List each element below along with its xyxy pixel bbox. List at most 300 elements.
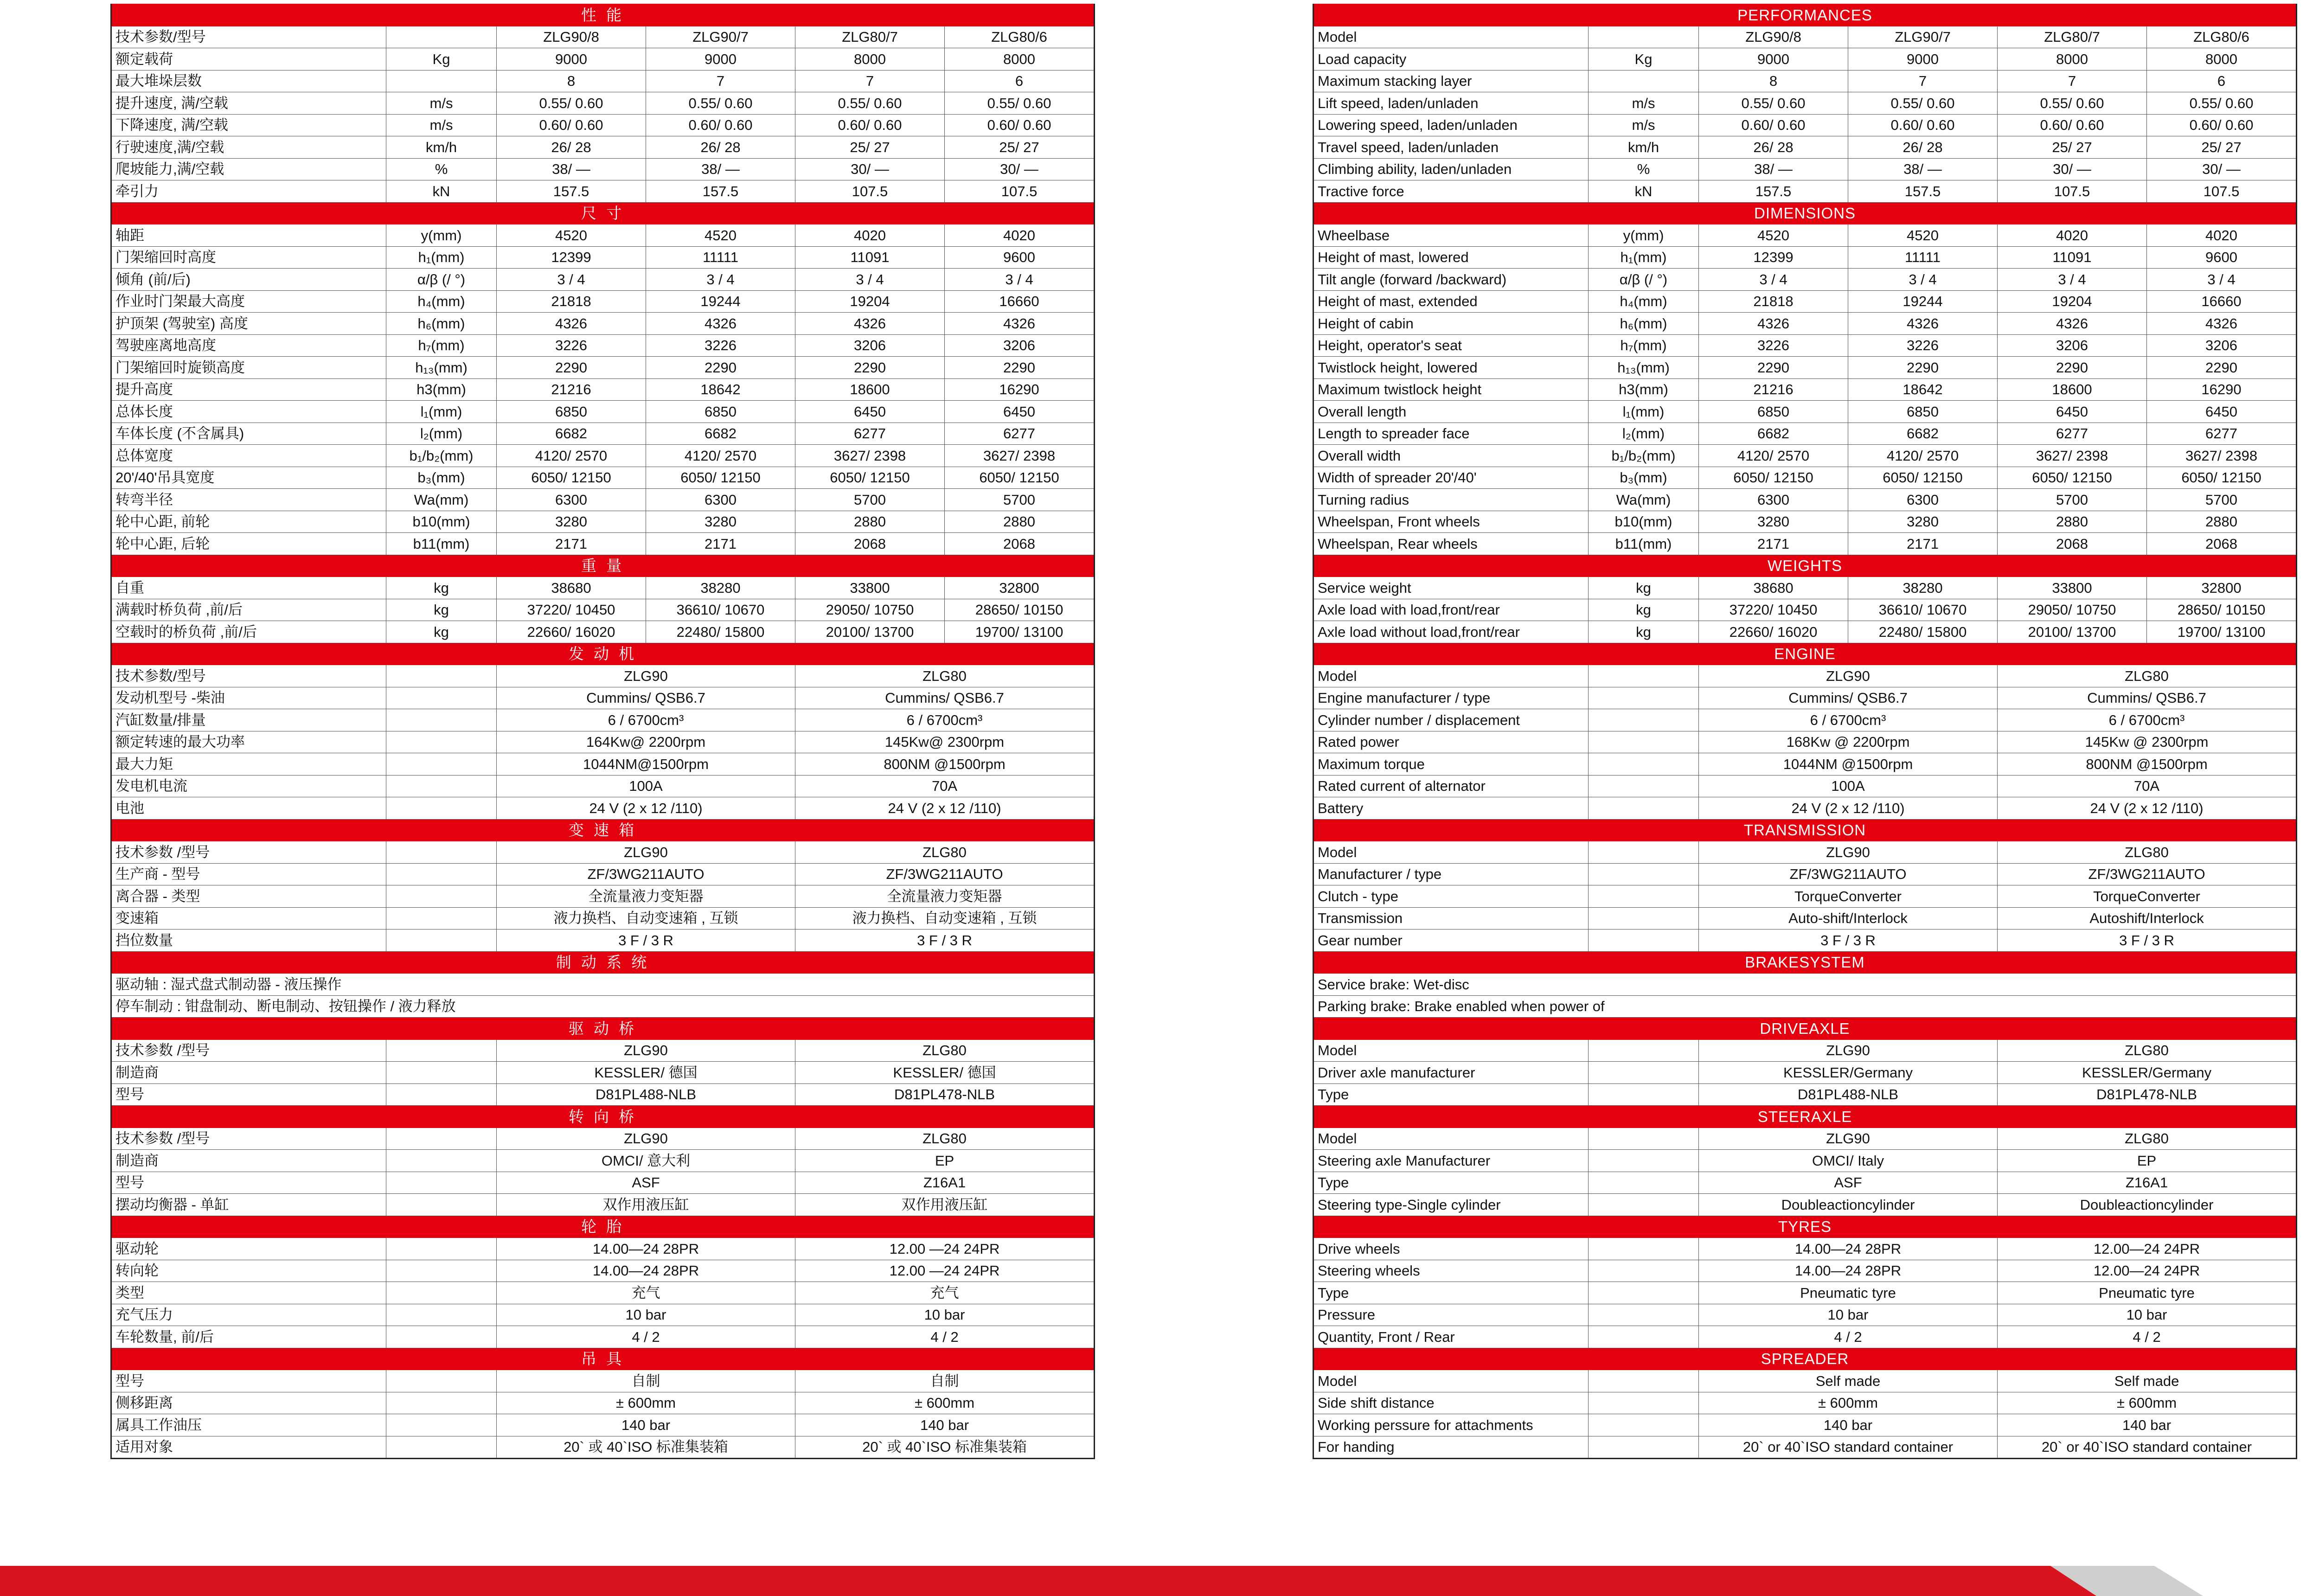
row-value: 38680 [1699,577,1848,599]
row-value: ZLG80/6 [945,26,1095,48]
spec-row [111,1392,1095,1414]
row-value: ± 600mm [1998,1392,2297,1414]
section-header [111,1348,1095,1370]
row-label: 牵引力 [111,180,386,203]
spec-row [1313,907,2297,929]
row-unit: m/s [1589,114,1699,136]
row-value: 100A [1699,775,1998,797]
section-header [111,951,1095,974]
row-value: TorqueConverter [1998,885,2297,908]
row-value: TorqueConverter [1699,885,1998,908]
spec-row [1313,1150,2297,1172]
row-value: 7 [1998,70,2147,92]
spec-row [111,114,1095,136]
spec-row [111,1326,1095,1348]
row-label: Drive wheels [1313,1238,1589,1260]
row-label: Overall width [1313,445,1589,467]
row-value: 3226 [1848,334,1998,357]
row-value: 4326 [2147,313,2297,335]
spec-row [1313,357,2297,379]
row-value: 32800 [2147,577,2297,599]
row-value: 6050/ 12150 [646,467,795,489]
row-unit: kN [1589,180,1699,203]
row-value: 充气 [497,1282,795,1304]
row-unit-empty [1589,1150,1699,1172]
row-value: 6682 [646,423,795,445]
row-value: 16290 [2147,378,2297,401]
row-label: Model [1313,1128,1589,1150]
spec-row [111,423,1095,445]
spec-row [1313,246,2297,269]
row-unit-empty [386,1238,497,1260]
spec-row [111,1370,1095,1392]
row-value: ZLG80 [1998,665,2297,687]
row-value: 4120/ 2570 [646,445,795,467]
row-value: 33800 [795,577,945,599]
row-value: 6050/ 12150 [1699,467,1848,489]
spec-row [1313,709,2297,731]
row-unit: h₇(mm) [386,334,497,357]
row-unit: b₃(mm) [386,467,497,489]
row-label: 20'/40'吊具宽度 [111,467,386,489]
section-title: DRIVEAXLE [1313,1018,2297,1040]
row-value: 3206 [795,334,945,357]
row-label: 行驶速度,满/空载 [111,136,386,159]
spec-row [1313,224,2297,247]
row-unit: km/h [386,136,497,159]
row-value: D81PL478-NLB [795,1083,1095,1106]
section-title: TRANSMISSION [1313,819,2297,841]
row-unit-empty [386,1414,497,1436]
row-value: 38/ — [1848,158,1998,180]
row-text: Parking brake: Brake enabled when power of [1313,995,2297,1018]
spec-row [111,687,1095,709]
row-label: Steering axle Manufacturer [1313,1150,1589,1172]
row-value: KESSLER/Germany [1699,1062,1998,1084]
row-unit: h3(mm) [1589,378,1699,401]
row-value: 4 / 2 [497,1326,795,1348]
row-label: Height of mast, lowered [1313,246,1589,269]
row-value: 6050/ 12150 [2147,467,2297,489]
section-title: 性 能 [111,4,1095,26]
row-value: 4326 [1699,313,1848,335]
row-value: 20100/ 13700 [1998,621,2147,643]
row-unit-empty [386,929,497,952]
row-label: 提升速度, 满/空载 [111,92,386,115]
spec-row [111,313,1095,335]
row-value: 6050/ 12150 [795,467,945,489]
row-value: 0.60/ 0.60 [1699,114,1848,136]
spec-row [111,401,1095,423]
spec-row [111,246,1095,269]
row-unit: km/h [1589,136,1699,159]
row-label: Gear number [1313,929,1589,952]
row-label: 倾角 (前/后) [111,269,386,291]
row-label: Working perssure for attachments [1313,1414,1589,1436]
row-unit-empty [386,1392,497,1414]
row-value: 3 / 4 [1699,269,1848,291]
row-unit-empty [1589,1282,1699,1304]
row-value: 800NM @1500rpm [795,753,1095,776]
row-value: 6682 [1848,423,1998,445]
spec-row [111,269,1095,291]
row-value: 28650/ 10150 [945,599,1095,621]
row-label: 轴距 [111,224,386,247]
spec-row [1313,533,2297,555]
row-value: 145Kw @ 2300rpm [1998,731,2297,753]
row-unit: b10(mm) [1589,511,1699,533]
row-value: 24 V (2 x 12 /110) [1699,797,1998,820]
spec-row [111,929,1095,952]
row-label: 挡位数量 [111,929,386,952]
row-unit-empty [1589,1392,1699,1414]
row-value: 6682 [497,423,646,445]
spec-row [1313,1083,2297,1106]
row-unit-empty [386,775,497,797]
section-header [1313,951,2297,974]
spec-sheet-english [1313,4,2296,1459]
row-label: 型号 [111,1172,386,1194]
spec-row [1313,863,2297,885]
row-value: 5700 [945,489,1095,511]
row-value: 2068 [795,533,945,555]
row-unit: y(mm) [1589,224,1699,247]
row-value: 液力换档、自动变速箱 , 互锁 [795,907,1095,929]
row-value: 12399 [1699,246,1848,269]
row-label: Quantity, Front / Rear [1313,1326,1589,1348]
row-value: 18600 [795,378,945,401]
spec-row [1313,114,2297,136]
row-label: Axle load with load,front/rear [1313,599,1589,621]
row-value: 7 [795,70,945,92]
row-value: 38280 [646,577,795,599]
spec-row [1313,26,2297,48]
row-value: 9600 [945,246,1095,269]
row-unit: h₁₃(mm) [1589,357,1699,379]
row-unit-empty [1589,1326,1699,1348]
row-value: 10 bar [497,1304,795,1326]
row-unit-empty [1589,1436,1699,1459]
row-value: 6277 [795,423,945,445]
row-value: 145Kw@ 2300rpm [795,731,1095,753]
row-unit-empty [386,1062,497,1084]
row-unit-empty [386,1083,497,1106]
spec-row [111,1238,1095,1260]
spec-row [1313,797,2297,820]
row-label: Transmission [1313,907,1589,929]
row-label: Travel speed, laden/unladen [1313,136,1589,159]
row-value: ZF/3WG211AUTO [1998,863,2297,885]
row-value: 7 [646,70,795,92]
row-label: 适用对象 [111,1436,386,1459]
row-label: 空载时的桥负荷 ,前/后 [111,621,386,643]
row-label: Tilt angle (forward /backward) [1313,269,1589,291]
section-header [111,1216,1095,1238]
row-label: Battery [1313,797,1589,820]
row-value: 3 / 4 [1848,269,1998,291]
row-label: 型号 [111,1370,386,1392]
row-unit-empty [1589,775,1699,797]
row-value: 14.00—24 28PR [1699,1260,1998,1282]
row-value: 8000 [1998,48,2147,71]
row-label: Type [1313,1172,1589,1194]
row-label: Load capacity [1313,48,1589,71]
row-value: 6450 [1998,401,2147,423]
row-value: 140 bar [795,1414,1095,1436]
row-label: 生产商 - 型号 [111,863,386,885]
spec-row [111,533,1095,555]
row-unit [1589,70,1699,92]
row-label: Maximum twistlock height [1313,378,1589,401]
row-unit: kg [1589,599,1699,621]
row-value: 29050/ 10750 [795,599,945,621]
spec-row [111,907,1095,929]
row-value: 2880 [2147,511,2297,533]
row-value: 2290 [1998,357,2147,379]
row-value: 18642 [1848,378,1998,401]
row-value: 9000 [1848,48,1998,71]
row-value: 6050/ 12150 [1848,467,1998,489]
row-value: 20` or 40`ISO standard container [1998,1436,2297,1459]
row-value: 0.55/ 0.60 [1998,92,2147,115]
row-unit-empty [386,1039,497,1062]
row-value: ZLG80/7 [1998,26,2147,48]
row-unit-empty [386,665,497,687]
row-unit [386,70,497,92]
spec-row [1313,1039,2297,1062]
row-unit-empty [1589,797,1699,820]
row-value: 3 F / 3 R [497,929,795,952]
row-unit: kg [386,577,497,599]
row-value: 38/ — [646,158,795,180]
row-label: Rated power [1313,731,1589,753]
row-value: 14.00—24 28PR [497,1238,795,1260]
row-value: 2880 [795,511,945,533]
row-value: 3280 [1848,511,1998,533]
row-label: 轮中心距, 后轮 [111,533,386,555]
row-value: 18642 [646,378,795,401]
row-value: 12.00—24 24PR [1998,1238,2297,1260]
row-label: 技术参数 /型号 [111,1128,386,1150]
row-value: 6850 [1848,401,1998,423]
row-value: ZLG90/7 [1848,26,1998,48]
row-value: 38280 [1848,577,1998,599]
spec-row [111,974,1095,996]
row-unit: kg [386,621,497,643]
row-value: 8000 [2147,48,2297,71]
row-value: 21216 [1699,378,1848,401]
row-label: 技术参数 /型号 [111,841,386,864]
row-label: Climbing ability, laden/unladen [1313,158,1589,180]
row-value: ZLG80 [1998,1039,2297,1062]
row-label: 门架缩回时高度 [111,246,386,269]
section-title: ENGINE [1313,643,2297,665]
section-title: BRAKESYSTEM [1313,951,2297,974]
row-value: 8 [1699,70,1848,92]
row-label: 车轮数量, 前/后 [111,1326,386,1348]
row-value: 25/ 27 [2147,136,2297,159]
section-title: 制 动 系 统 [111,951,1095,974]
row-label: Clutch - type [1313,885,1589,908]
row-label: Axle load without load,front/rear [1313,621,1589,643]
section-title: 驱 动 桥 [111,1018,1095,1040]
row-value: 6 / 6700cm³ [1998,709,2297,731]
row-value: 4020 [795,224,945,247]
spec-row [111,841,1095,864]
row-unit: m/s [386,92,497,115]
row-label: Steering wheels [1313,1260,1589,1282]
row-value: ZLG80 [795,841,1095,864]
row-value: Pneumatic tyre [1699,1282,1998,1304]
row-value: 3 / 4 [2147,269,2297,291]
row-value: Cummins/ QSB6.7 [795,687,1095,709]
row-value: ASF [497,1172,795,1194]
row-label: Wheelspan, Rear wheels [1313,533,1589,555]
row-label: Height, operator's seat [1313,334,1589,357]
row-value: 2290 [497,357,646,379]
row-unit-empty [1589,731,1699,753]
spec-row [111,445,1095,467]
spec-row [1313,753,2297,776]
row-value: 0.60/ 0.60 [945,114,1095,136]
row-value: 100A [497,775,795,797]
row-unit-empty [1589,907,1699,929]
spec-row [1313,1326,2297,1348]
spec-row [111,1436,1095,1459]
spec-row [111,1194,1095,1216]
row-value: 26/ 28 [1848,136,1998,159]
row-value: 4326 [497,313,646,335]
row-value: 8000 [795,48,945,71]
row-value: 11111 [1848,246,1998,269]
row-value: 6682 [1699,423,1848,445]
row-value: ZLG90 [497,665,795,687]
row-value: 2290 [1848,357,1998,379]
row-unit: kg [1589,577,1699,599]
row-value: 4520 [1699,224,1848,247]
row-value: 1044NM@1500rpm [497,753,795,776]
spec-row [1313,665,2297,687]
row-value: ZLG90 [1699,1039,1998,1062]
row-value: 3627/ 2398 [795,445,945,467]
spec-row [1313,423,2297,445]
row-unit-empty [1589,885,1699,908]
row-value: 0.55/ 0.60 [1699,92,1848,115]
row-value: 157.5 [1848,180,1998,203]
row-value: 3627/ 2398 [2147,445,2297,467]
spec-row [1313,1194,2297,1216]
row-value: 6450 [945,401,1095,423]
row-value: ZLG80/7 [795,26,945,48]
spec-row [111,1414,1095,1436]
row-value: 12399 [497,246,646,269]
row-value: 12.00—24 24PR [1998,1260,2297,1282]
row-value: 0.60/ 0.60 [2147,114,2297,136]
section-title: TYRES [1313,1216,2297,1238]
row-value: ZLG90 [1699,841,1998,864]
row-value: 10 bar [1699,1304,1998,1326]
row-value: 29050/ 10750 [1998,599,2147,621]
spec-row [1313,1238,2297,1260]
spec-row [111,290,1095,313]
spec-row [111,731,1095,753]
row-value: ZLG90 [1699,665,1998,687]
row-label: 技术参数 /型号 [111,1039,386,1062]
row-value: ZF/3WG211AUTO [497,863,795,885]
row-value: 140 bar [497,1414,795,1436]
row-unit: α/β (/ °) [386,269,497,291]
row-value: 10 bar [795,1304,1095,1326]
row-value: 7 [1848,70,1998,92]
row-unit: % [1589,158,1699,180]
spec-row [111,775,1095,797]
row-value: 14.00—24 28PR [1699,1238,1998,1260]
row-value: 3280 [497,511,646,533]
spec-row [111,180,1095,203]
row-label: 侧移距离 [111,1392,386,1414]
row-value: ZLG80 [795,1039,1095,1062]
section-title: 轮 胎 [111,1216,1095,1238]
row-value: OMCI/ Italy [1699,1150,1998,1172]
section-header [111,202,1095,224]
row-label: Twistlock height, lowered [1313,357,1589,379]
row-value: Cummins/ QSB6.7 [1699,687,1998,709]
row-value: 4120/ 2570 [1699,445,1848,467]
spec-row [1313,158,2297,180]
spec-row [111,136,1095,159]
row-unit: b₁/b₂(mm) [1589,445,1699,467]
spec-row [111,599,1095,621]
row-value: 25/ 27 [945,136,1095,159]
row-value: D81PL478-NLB [1998,1083,2297,1106]
spec-row [111,665,1095,687]
row-value: 6 / 6700cm³ [795,709,1095,731]
row-value: 22480/ 15800 [1848,621,1998,643]
row-value: 18600 [1998,378,2147,401]
row-value: 26/ 28 [646,136,795,159]
row-label: 驱动轮 [111,1238,386,1260]
row-value: 24 V (2 x 12 /110) [795,797,1095,820]
row-label: Type [1313,1282,1589,1304]
section-header [111,4,1095,26]
row-value: 107.5 [795,180,945,203]
row-value: ZLG90/8 [1699,26,1848,48]
row-value: 自制 [795,1370,1095,1392]
section-header [111,555,1095,577]
row-label: Driver axle manufacturer [1313,1062,1589,1084]
row-value: 4120/ 2570 [497,445,646,467]
spec-row [111,511,1095,533]
row-unit: α/β (/ °) [1589,269,1699,291]
row-value: 6277 [2147,423,2297,445]
spec-row [1313,334,2297,357]
row-value: ZF/3WG211AUTO [1699,863,1998,885]
row-unit-empty [1589,863,1699,885]
row-value: 双作用液压缸 [795,1194,1095,1216]
row-text: 驱动轴 : 湿式盘式制动器 - 液压操作 [111,974,1095,996]
row-unit-empty [386,1150,497,1172]
spec-row [1313,1414,2297,1436]
row-unit-empty [386,731,497,753]
row-value: Cummins/ QSB6.7 [1998,687,2297,709]
row-label: Wheelbase [1313,224,1589,247]
row-value: EP [795,1150,1095,1172]
row-label: 发电机电流 [111,775,386,797]
row-value: 38680 [497,577,646,599]
row-value: 22660/ 16020 [1699,621,1848,643]
row-value: 4326 [795,313,945,335]
spec-row [111,1039,1095,1062]
